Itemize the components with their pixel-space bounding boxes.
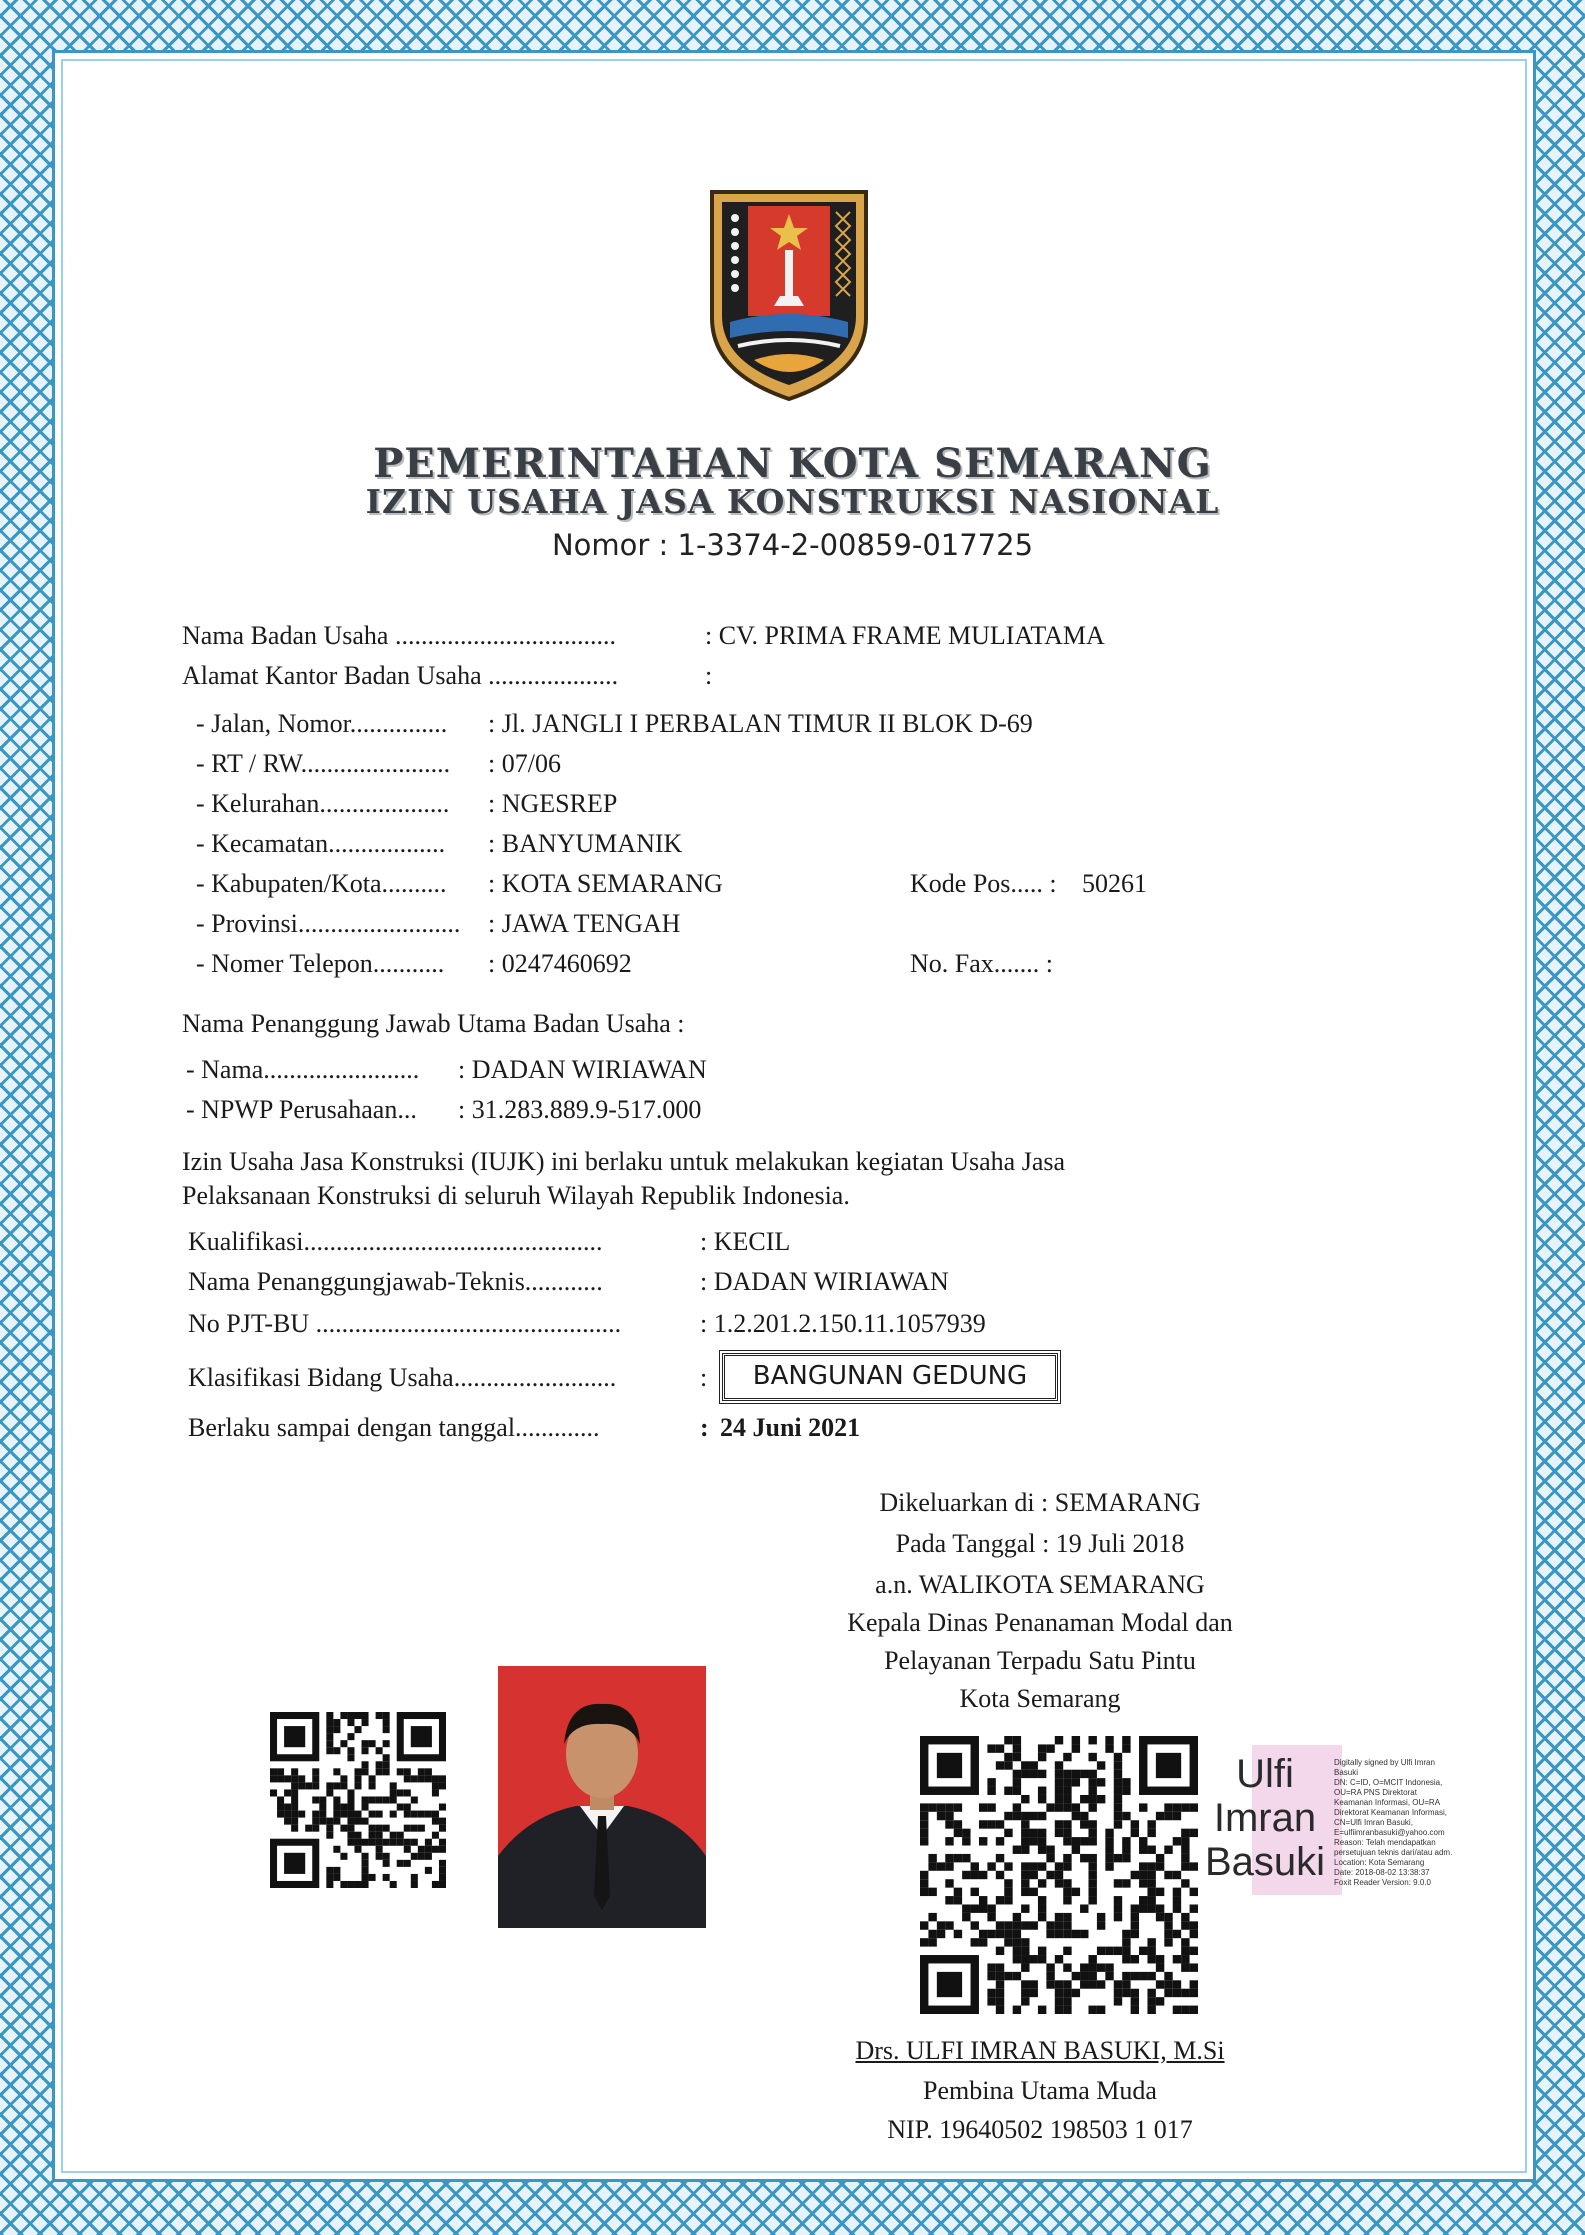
signature-detail-line: Basuki bbox=[1334, 1768, 1359, 1777]
official-position-line-1: Kepala Dinas Penanaman Modal dan bbox=[847, 1608, 1233, 1637]
npwp-label: - NPWP Perusahaan... bbox=[186, 1095, 417, 1124]
kualifikasi-label: Kualifikasi.............................................. bbox=[188, 1227, 603, 1256]
classification-label: Klasifikasi Bidang Usaha......................... bbox=[188, 1363, 617, 1392]
address-row-value: : Jl. JANGLI I PERBALAN TIMUR II BLOK D-69 bbox=[488, 709, 1033, 738]
address-row-value: : 0247460692 bbox=[488, 949, 632, 978]
official-nip: NIP. 19640502 198503 1 017 bbox=[887, 2115, 1193, 2144]
signature-detail-line: Digitally signed by Ulfi Imran bbox=[1334, 1758, 1435, 1767]
signature-detail-line: persetujuan teknis dari/atau adm. bbox=[1334, 1848, 1453, 1857]
address-row-label: - Kabupaten/Kota.......... bbox=[196, 869, 447, 898]
company-name-value: : CV. PRIMA FRAME MULIATAMA bbox=[705, 621, 1105, 650]
address-row-label: - RT / RW....................... bbox=[196, 749, 451, 778]
official-rank: Pembina Utama Muda bbox=[923, 2076, 1157, 2105]
valid-until-colon: : bbox=[700, 1413, 709, 1442]
valid-until-value: 24 Juni 2021 bbox=[720, 1413, 861, 1442]
official-position-line-3: Kota Semarang bbox=[959, 1684, 1121, 1713]
statement-line-1: Izin Usaha Jasa Konstruksi (IUJK) ini berlaku untuk melakukan kegiatan Usaha Jasa bbox=[182, 1147, 1066, 1176]
signature-detail-line: Reason: Telah mendapatkan bbox=[1334, 1838, 1436, 1847]
license-number: Nomor : 1-3374-2-00859-017725 bbox=[551, 528, 1034, 562]
address-row-label: - Kelurahan.................... bbox=[196, 789, 450, 818]
address-heading-colon: : bbox=[705, 661, 713, 690]
issue-date: Pada Tanggal : 19 Juli 2018 bbox=[895, 1529, 1185, 1558]
person-portrait-icon bbox=[498, 1666, 706, 1928]
address-row-label: - Kecamatan.................. bbox=[196, 829, 446, 858]
signature-name-line-1: Ulfi bbox=[1236, 1752, 1294, 1796]
qr-code-signature bbox=[920, 1736, 1198, 2014]
address-row-label: - Jalan, Nomor............... bbox=[196, 709, 448, 738]
responsible-name-label: - Nama........................ bbox=[186, 1055, 420, 1084]
signature-name-line-3: Basuki bbox=[1204, 1840, 1326, 1884]
valid-until-label: Berlaku sampai dengan tanggal............. bbox=[188, 1413, 600, 1442]
kualifikasi-value: : KECIL bbox=[700, 1227, 791, 1256]
signature-detail-line: Date: 2018-08-02 13:38:37 bbox=[1334, 1868, 1430, 1877]
signature-detail-line: CN=Ulfi Imran Basuki, bbox=[1334, 1818, 1413, 1827]
signature-details bbox=[1334, 1758, 1474, 1888]
address-row-value: : NGESREP bbox=[488, 789, 618, 818]
official-position-line-2: Pelayanan Terpadu Satu Pintu bbox=[884, 1646, 1196, 1675]
address-row-value: : BANYUMANIK bbox=[488, 829, 683, 858]
address-row-value: : JAWA TENGAH bbox=[488, 909, 681, 938]
signature-name bbox=[1200, 1752, 1330, 1884]
signature-detail-line: OU=RA PNS Direktorat bbox=[1334, 1788, 1417, 1797]
signature-detail-line: E=ulfiimranbasuki@yahoo.com bbox=[1334, 1828, 1445, 1837]
technical-responsible-value: : DADAN WIRIAWAN bbox=[700, 1267, 949, 1296]
postal-code-label: Kode Pos..... : bbox=[910, 869, 1057, 898]
statement-line-2: Pelaksanaan Konstruksi di seluruh Wilayah Republik Indonesia. bbox=[182, 1181, 850, 1210]
npwp-value: : 31.283.889.9-517.000 bbox=[458, 1095, 702, 1124]
address-row-value: : KOTA SEMARANG bbox=[488, 869, 723, 898]
responsible-name-value: : DADAN WIRIAWAN bbox=[458, 1055, 707, 1084]
address-heading-label: Alamat Kantor Badan Usaha .................... bbox=[182, 661, 619, 690]
classification-value-box: BANGUNAN GEDUNG bbox=[722, 1353, 1058, 1401]
fax-label: No. Fax....... : bbox=[910, 949, 1053, 978]
signature-detail-line: Keamanan Informasi, OU=RA bbox=[1334, 1798, 1441, 1807]
semarang-emblem-icon bbox=[708, 188, 870, 403]
signature-name-line-2: Imran bbox=[1213, 1796, 1317, 1840]
on-behalf-of: a.n. WALIKOTA SEMARANG bbox=[875, 1570, 1205, 1599]
signature-detail-line: Foxit Reader Version: 9.0.0 bbox=[1334, 1878, 1431, 1887]
responsible-heading: Nama Penanggung Jawab Utama Badan Usaha : bbox=[182, 1009, 685, 1038]
address-row-value: : 07/06 bbox=[488, 749, 561, 778]
address-row-label: - Nomer Telepon........... bbox=[196, 949, 445, 978]
pjtbu-value: : 1.2.201.2.150.11.1057939 bbox=[700, 1309, 986, 1338]
signature-detail-line: DN: C=ID, O=MCIT Indonesia, bbox=[1334, 1778, 1443, 1787]
issued-at: Dikeluarkan di : SEMARANG bbox=[879, 1488, 1201, 1517]
signature-detail-line: Direktorat Keamanan Informasi, bbox=[1334, 1808, 1447, 1817]
company-name-label: Nama Badan Usaha .................................. bbox=[182, 621, 616, 650]
qr-code-small bbox=[270, 1712, 446, 1888]
postal-code-value: 50261 bbox=[1082, 869, 1147, 898]
page-subtitle: IZIN USAHA JASA KONSTRUKSI NASIONAL bbox=[365, 482, 1220, 521]
holder-photo bbox=[498, 1666, 706, 1928]
pjtbu-label: No PJT-BU ............................................... bbox=[188, 1309, 622, 1338]
technical-responsible-label: Nama Penanggungjawab-Teknis............ bbox=[188, 1267, 603, 1296]
page-title: PEMERINTAHAN KOTA SEMARANG bbox=[373, 440, 1212, 487]
classification-colon: : bbox=[700, 1363, 708, 1392]
address-row-label: - Provinsi......................... bbox=[196, 909, 461, 938]
signature-detail-line: Location: Kota Semarang bbox=[1334, 1858, 1425, 1867]
official-name: Drs. ULFI IMRAN BASUKI, M.Si bbox=[855, 2036, 1225, 2065]
